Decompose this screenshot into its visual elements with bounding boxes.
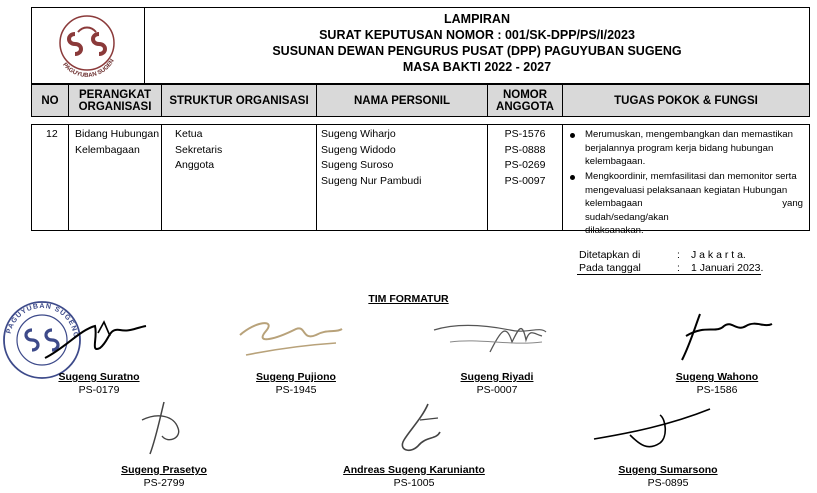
ditetapkan-value: J a k a r t a.	[691, 249, 746, 261]
perangkat-line: Bidang Hubungan	[75, 128, 160, 140]
ditetapkan-sep: :	[677, 249, 680, 261]
col-tugas: TUGAS POKOK & FUNGSI	[562, 84, 810, 117]
col-nomor: NOMOR ANGGOTA	[487, 84, 563, 117]
signer-block	[236, 371, 356, 397]
signer-id: PS-1945	[275, 384, 317, 396]
signer-block	[657, 371, 777, 397]
nama-item: Sugeng Wiharjo	[321, 128, 396, 140]
tanggal-label: Pada tanggal	[579, 262, 641, 274]
signature-4	[676, 310, 776, 365]
tanggal-value: 1 Januari 2023.	[691, 262, 764, 274]
signer-name: Sugeng Riyadi	[460, 371, 534, 383]
ditetapkan-label: Ditetapkan di	[579, 249, 641, 261]
signer-id: PS-0895	[647, 477, 689, 489]
penetapan-underline	[577, 274, 761, 275]
row-no: 12	[46, 128, 58, 140]
struktur-item: Ketua	[175, 128, 203, 140]
nomor-item: PS-0888	[504, 143, 546, 156]
table-row	[31, 124, 810, 236]
perangkat-line: Kelembagaan	[75, 143, 140, 156]
nomor-item: PS-0269	[504, 159, 546, 171]
signer-block	[437, 371, 557, 397]
row-perangkat	[75, 127, 159, 232]
document-header	[29, 4, 810, 84]
duty-item: Merumuskan, mengembangkan dan memastikan berjalannya program kerja bidang hubungan kelembagaan.	[585, 129, 793, 167]
header-line3: SUSUNAN DEWAN PENGURUS PUSAT (DPP) PAGUYUBAN SUGENG	[272, 44, 682, 58]
signer-id: PS-0007	[476, 384, 518, 396]
row-nomor	[487, 127, 563, 232]
header-titles	[145, 11, 809, 75]
col-no: NO	[31, 84, 69, 117]
signature-7	[590, 405, 720, 455]
signer-id: PS-2799	[143, 477, 185, 489]
struktur-item: Sekretaris	[175, 143, 223, 156]
logo-text: PAGUYUBAN SUGENG	[29, 4, 116, 79]
nama-item: Sugeng Widodo	[321, 143, 396, 156]
paguyuban-logo	[29, 4, 144, 83]
signer-name: Sugeng Suratno	[58, 371, 140, 383]
stamp-text: PAGUYUBAN SUGENG	[5, 302, 80, 339]
nomor-item: PS-1576	[504, 128, 546, 140]
nama-item: Sugeng Suroso	[321, 159, 394, 171]
row-nama	[321, 127, 421, 232]
col-nama: NAMA PERSONIL	[316, 84, 488, 117]
signer-block	[39, 371, 159, 397]
signer-name: Sugeng Prasetyo	[121, 464, 207, 476]
bullet-icon	[570, 133, 575, 138]
nomor-item: PS-0097	[504, 174, 546, 187]
signer-id: PS-0179	[78, 384, 120, 396]
bullet-icon	[570, 175, 575, 180]
col-perangkat: PERANGKAT ORGANISASI	[68, 84, 162, 117]
signer-id: PS-1005	[393, 477, 435, 489]
signer-name: Sugeng Wahono	[675, 371, 759, 383]
struktur-item: Anggota	[175, 159, 215, 171]
svg-text:PAGUYUBAN SUGENG	[30, 4, 116, 79]
signer-name: Andreas Sugeng Karunianto	[343, 464, 485, 476]
signature-2	[236, 315, 346, 365]
signer-name: Sugeng Sumarsono	[618, 464, 718, 476]
column-headers	[31, 84, 810, 117]
signer-id: PS-1586	[696, 384, 738, 396]
tim-formatur-title: TIM FORMATUR	[368, 293, 449, 305]
signature-1	[40, 318, 150, 368]
duty-item: Mengkoordinir, memfasilitasi dan memonitor serta mengevaluasi pelaksanaan kegiatan Hubungan kelembagaan yang sudah/sedang/akan dilaksanakan.	[585, 171, 803, 236]
signer-block	[104, 464, 224, 490]
header-line1: LAMPIRAN	[444, 12, 510, 26]
header-line4: MASA BAKTI 2022 - 2027	[402, 60, 552, 74]
col-struktur: STRUKTUR ORGANISASI	[161, 84, 317, 117]
signature-6	[390, 400, 460, 460]
signer-name: Sugeng Pujiono	[256, 371, 336, 383]
signature-5	[138, 398, 198, 458]
header-line2: SURAT KEPUTUSAN NOMOR : 001/SK-DPP/PS/I/2023	[319, 28, 635, 42]
logo-cell	[29, 4, 145, 83]
row-struktur	[175, 127, 222, 232]
signer-block	[334, 464, 494, 490]
tanggal-sep: :	[677, 262, 680, 274]
signature-3	[430, 312, 550, 362]
signer-block	[598, 464, 738, 490]
nama-item: Sugeng Nur Pambudi	[321, 174, 422, 187]
